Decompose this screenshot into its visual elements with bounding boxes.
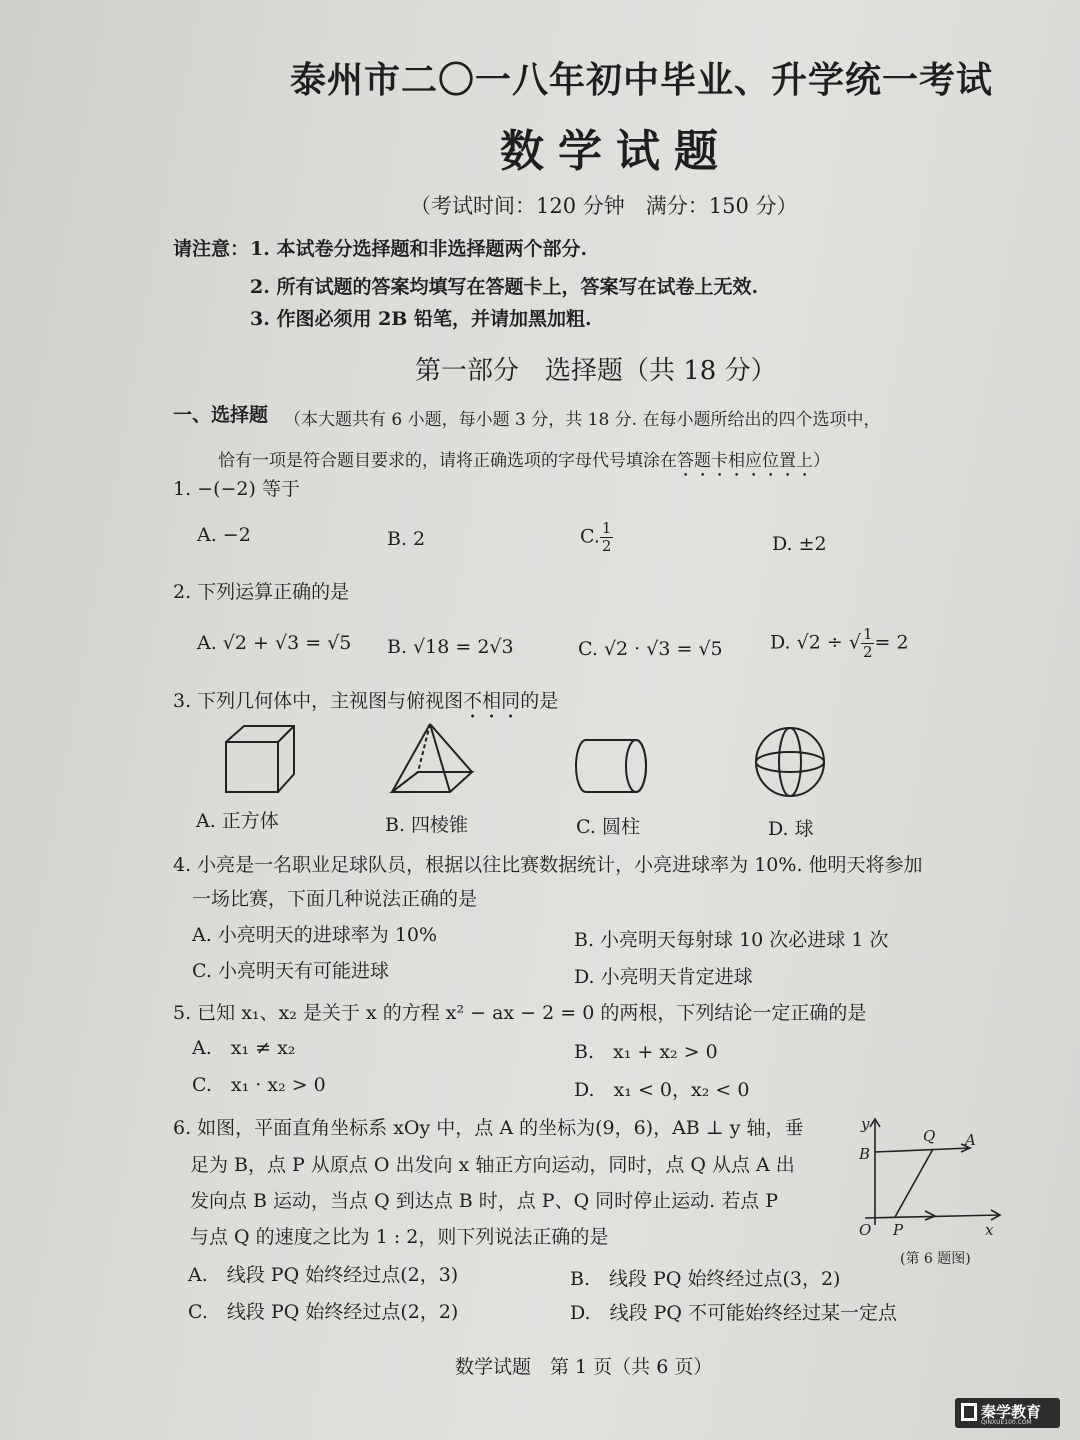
question-6-option-a: A. 线段 PQ 始终经过点(2，3) xyxy=(188,1264,459,1286)
question-2-option-d xyxy=(770,626,909,661)
pyramid-shape xyxy=(388,722,478,798)
watermark-logo xyxy=(955,1398,1060,1428)
question-6-stem-line1: 6. 如图，平面直角坐标系 xOy 中，点 A 的坐标为(9，6)，AB ⊥ y 轴，垂 xyxy=(173,1117,804,1139)
question-1-option-a: A. −2 xyxy=(197,524,251,546)
question-3-option-d: D. 球 xyxy=(768,818,814,840)
question-1-option-b: B. 2 xyxy=(387,528,426,550)
exam-info: （考试时间：120 分钟 满分：150 分） xyxy=(410,194,798,218)
subject-title: 数学试题 xyxy=(500,126,732,177)
question-6-option-b: B. 线段 PQ 始终经过点(3，2) xyxy=(570,1268,841,1290)
stem-part: 3. 下列几何体中，主视图与俯视图 xyxy=(173,690,464,712)
question-6-option-d: D. 线段 PQ 不可能始终经过某一定点 xyxy=(570,1302,898,1324)
question-5-option-a: A. x₁ ≠ x₂ xyxy=(192,1037,296,1059)
logo-icon xyxy=(961,1403,977,1421)
question-4-stem-line2: 一场比赛，下面几种说法正确的是 xyxy=(192,888,478,910)
sphere-shape xyxy=(752,724,828,800)
part-title: 第一部分 选择题（共 18 分） xyxy=(415,356,777,386)
fraction xyxy=(600,520,614,555)
logo-name: 秦学教育 xyxy=(981,1403,1042,1421)
note-item: 1. 本试卷分选择题和非选择题两个部分. xyxy=(250,238,588,260)
fig-label-q: Q xyxy=(923,1127,936,1145)
question-5-option-b: B. x₁ + x₂ > 0 xyxy=(574,1041,718,1063)
option-suffix: = 2 xyxy=(874,631,909,654)
question-6-stem-line4: 与点 Q 的速度之比为 1 : 2，则下列说法正确的是 xyxy=(190,1226,609,1248)
fraction xyxy=(861,626,875,661)
cube-shape xyxy=(222,724,302,796)
section-desc-emphasis: 答题卡相应位置上 xyxy=(677,451,813,471)
exam-title: 泰州市二〇一八年初中毕业、升学统一考试 xyxy=(290,59,994,101)
question-2-option-a: A. √2 + √3 = √5 xyxy=(197,632,352,654)
fraction-denominator: 2 xyxy=(601,537,612,555)
fig-label-y: y xyxy=(861,1115,870,1133)
question-5-option-c: C. x₁ · x₂ > 0 xyxy=(192,1074,326,1096)
question-4-stem-line1: 4. 小亮是一名职业足球队员，根据以往比赛数据统计，小亮进球率为 10%. 他明天将参加 xyxy=(173,854,923,876)
question-4-option-a: A. 小亮明天的进球率为 10% xyxy=(192,924,438,946)
question-1-option-d: D. ±2 xyxy=(772,533,827,555)
question-3-option-a: A. 正方体 xyxy=(196,810,279,832)
segment-pq xyxy=(895,1149,933,1217)
question-3-stem xyxy=(173,686,558,723)
fraction-numerator: 1 xyxy=(601,519,612,537)
fig-label-p: P xyxy=(893,1221,904,1239)
logo-subtext: QINXUE100.COM xyxy=(981,1419,1032,1426)
question-6-figure-caption: (第 6 题图) xyxy=(900,1251,971,1267)
note-item: 3. 作图必须用 2B 铅笔，并请加黑加粗. xyxy=(250,308,592,330)
question-5-stem: 5. 已知 x₁、x₂ 是关于 x 的方程 x² − ax − 2 = 0 的两根，下列结论一定正确的是 xyxy=(173,1002,867,1024)
question-1-option-c xyxy=(580,520,613,555)
stem-emphasis: 不相同 xyxy=(463,690,521,712)
question-1-stem: 1. −(−2) 等于 xyxy=(173,478,300,500)
option-prefix: C. xyxy=(580,525,600,548)
question-4-option-c: C. 小亮明天有可能进球 xyxy=(192,960,389,982)
question-6-stem-line3: 发向点 B 运动，当点 Q 到达点 B 时，点 P、Q 同时停止运动. 若点 P xyxy=(190,1190,779,1212)
notes-label: 请注意： xyxy=(173,238,250,260)
section-title: 一、选择题 xyxy=(173,404,269,426)
option-prefix: D. √2 ÷ √ xyxy=(770,631,861,654)
question-6-figure xyxy=(855,1115,1015,1240)
segment-ab xyxy=(875,1148,970,1152)
fig-label-o: O xyxy=(859,1221,872,1239)
section-desc-line2 xyxy=(218,446,830,481)
section-desc-line1: （本大题共有 6 小题，每小题 3 分，共 18 分. 在每小题所给出的四个选项中， xyxy=(284,410,881,430)
question-2-stem: 2. 下列运算正确的是 xyxy=(173,581,350,603)
question-6-option-c: C. 线段 PQ 始终经过点(2，2) xyxy=(188,1301,459,1323)
p-arrow xyxy=(925,1211,935,1220)
question-2-option-b: B. √18 = 2√3 xyxy=(387,636,514,658)
fraction-denominator: 2 xyxy=(862,643,873,661)
section-desc-part: 恰有一项是符合题目要求的，请将正确选项的字母代号填涂在 xyxy=(218,451,677,471)
question-2-option-c: C. √2 · √3 = √5 xyxy=(578,638,723,660)
question-4-option-b: B. 小亮明天每射球 10 次必进球 1 次 xyxy=(574,929,889,951)
fig-label-x: x xyxy=(985,1221,994,1239)
question-5-option-d: D. x₁ < 0，x₂ < 0 xyxy=(574,1079,750,1101)
question-6-stem-line2: 足为 B，点 P 从原点 O 出发向 x 轴正方向运动，同时，点 Q 从点 A 出 xyxy=(190,1154,795,1176)
page-footer: 数学试题 第 1 页（共 6 页） xyxy=(455,1356,713,1378)
fig-label-a: A xyxy=(965,1131,976,1149)
cylinder-shape xyxy=(574,736,654,796)
note-item: 2. 所有试题的答案均填写在答题卡上，答案写在试卷上无效. xyxy=(250,276,759,298)
fraction-numerator: 1 xyxy=(862,625,873,643)
fig-label-b: B xyxy=(859,1145,871,1163)
section-desc-part: ） xyxy=(813,451,830,471)
question-4-option-d: D. 小亮明天肯定进球 xyxy=(574,966,753,988)
stem-part: 的是 xyxy=(520,690,559,712)
question-3-option-b: B. 四棱锥 xyxy=(385,814,469,836)
question-3-option-c: C. 圆柱 xyxy=(576,816,640,838)
